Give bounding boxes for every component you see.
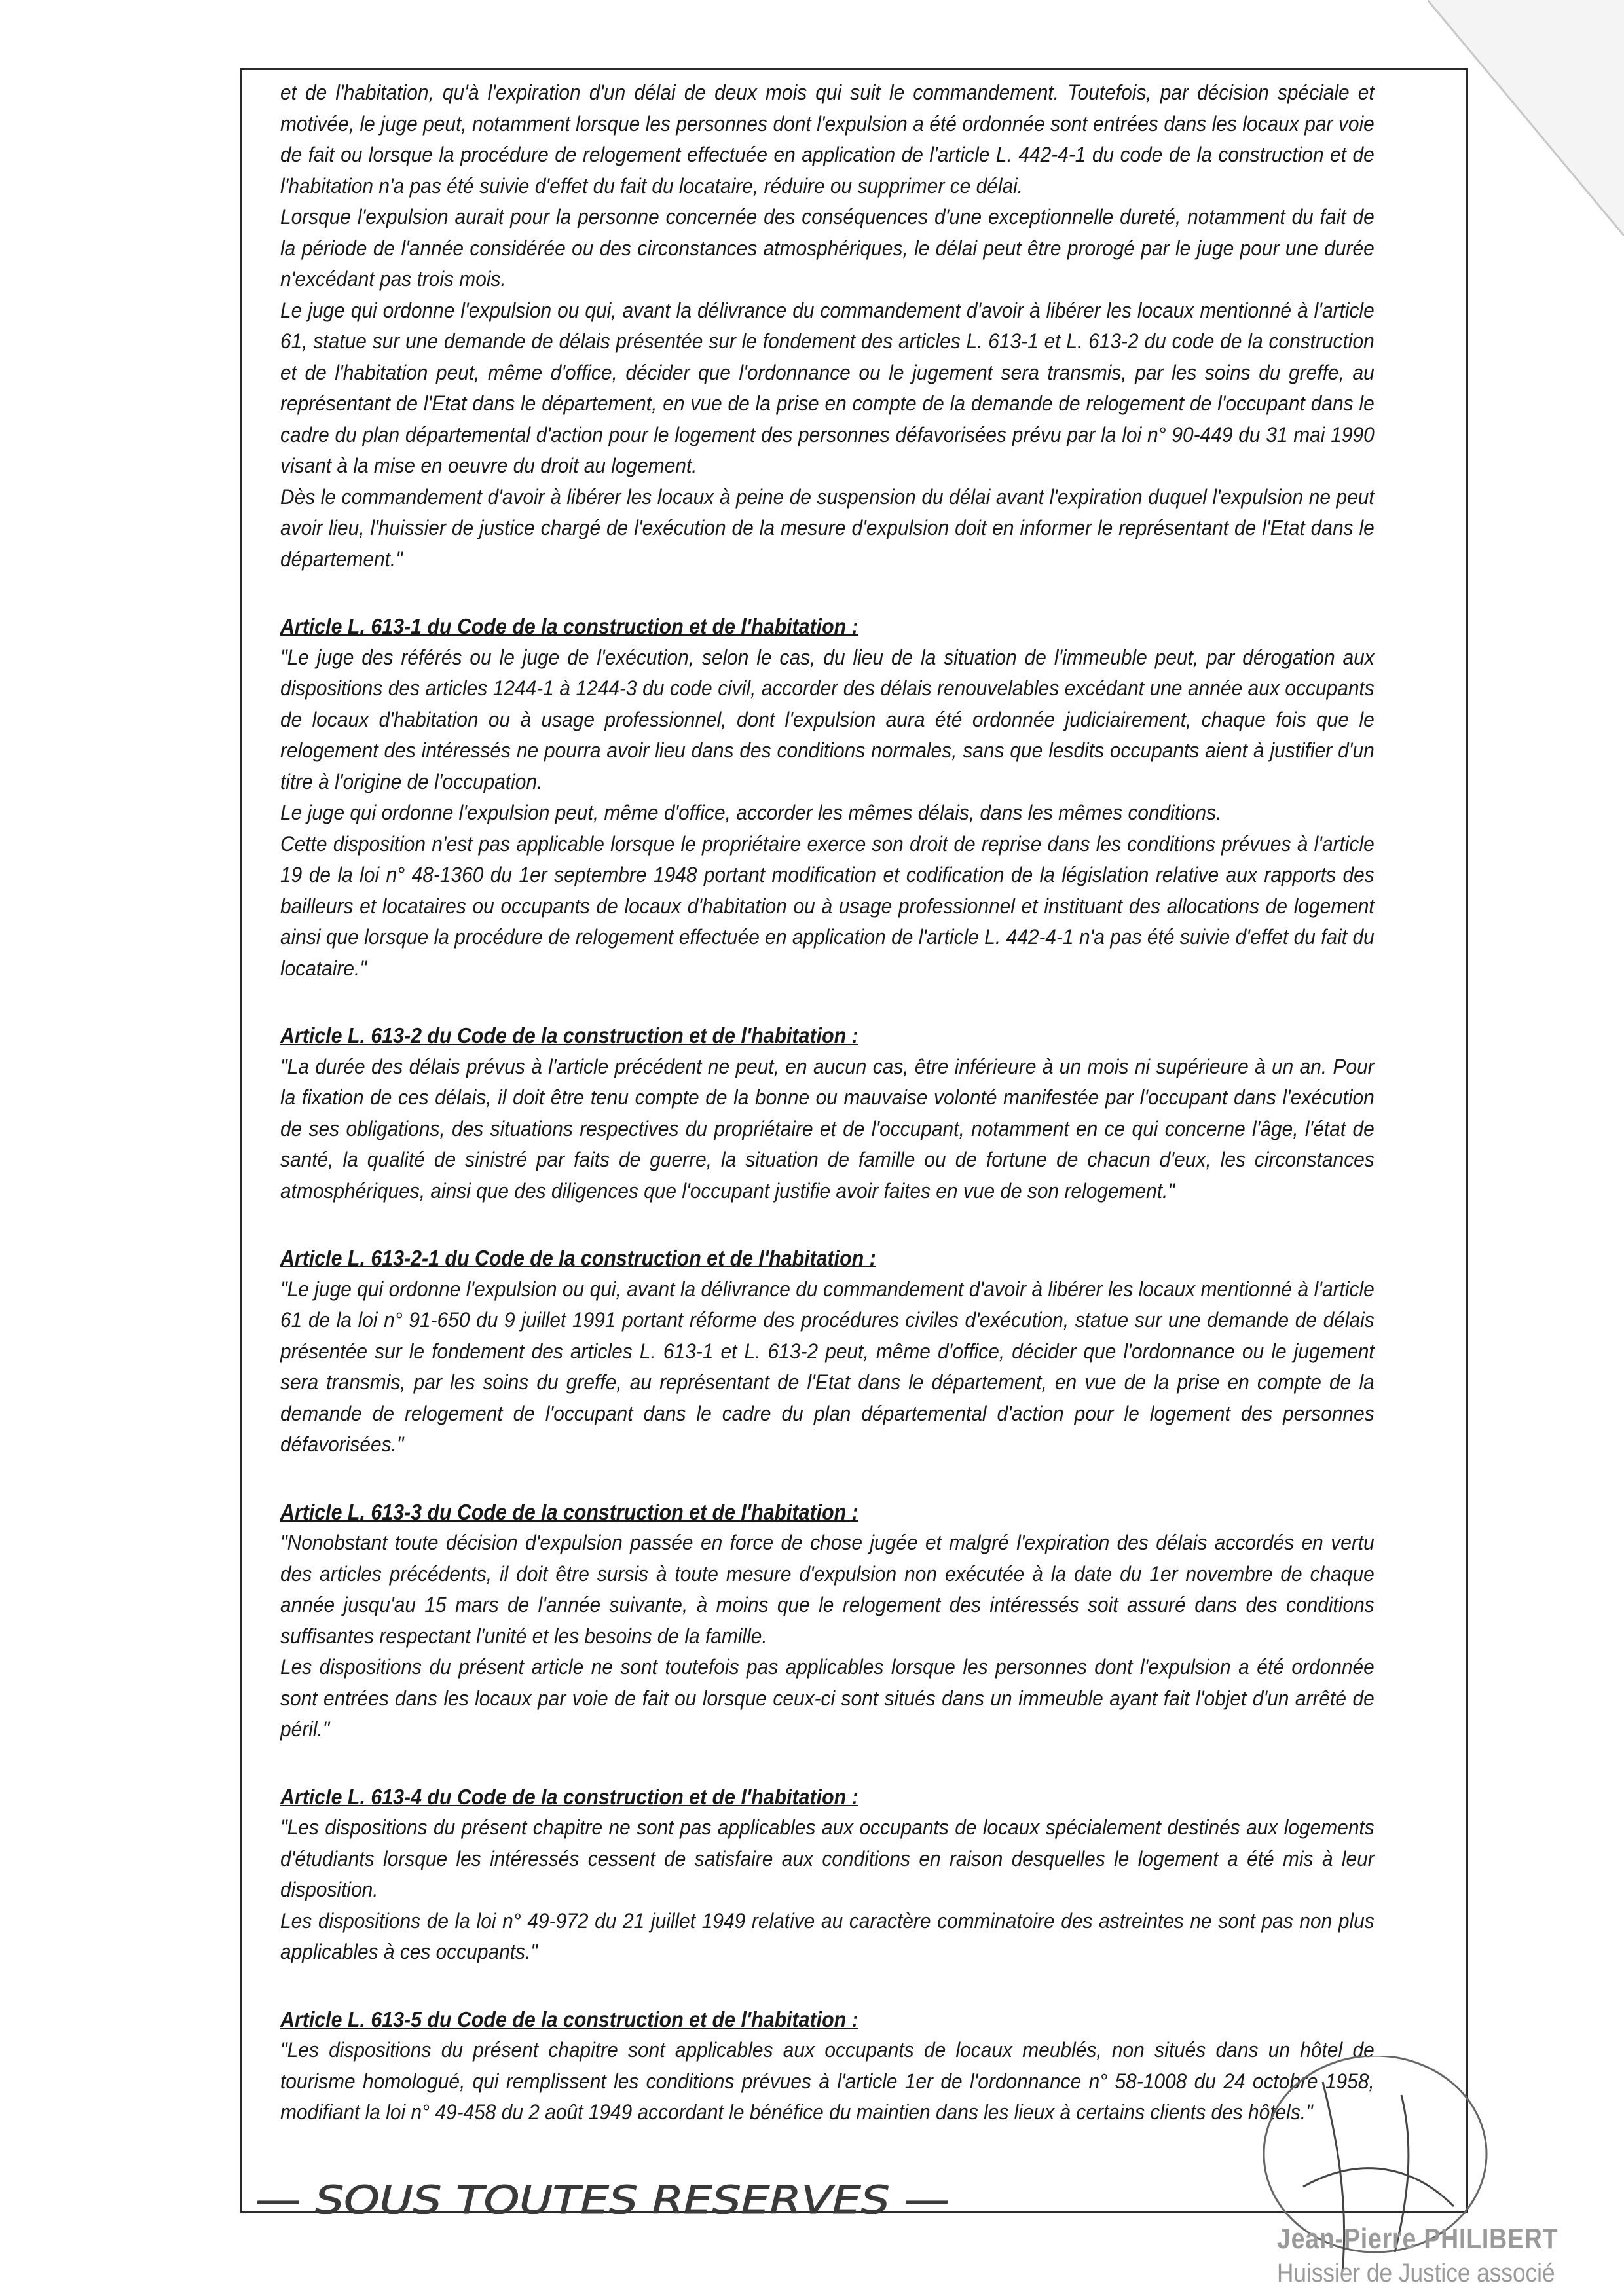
paragraph: Cette disposition n'est pas applicable lorsque le propriétaire exerce son droit de reprise dans les conditions prévues à l'article 19 de la loi n° 48-1360 du 1er septembre 1948 portant modification et codification de la législation relative aux rapports des bailleurs et locataires ou occupants de locaux d'habitation ou à usage professionnel et instituant des allocations de logement ainsi que lorsque la procédure de relogement effectuée en application de l'article L. 442-4-1 n'a pas été suivie d'effet du fait du locataire." [280,831,1375,980]
paragraph: "Nonobstant toute décision d'expulsion passée en force de chose jugée et malgré l'expiration des délais accordés en vertu des articles précédents, il doit être sursis à toute mesure d'expulsion non exécutée à la date du 1er novembre de chaque année jusqu'au 15 mars de l'année suivante, à moins que le relogement des intéressés soit assuré dans des conditions suffisantes respectant l'unité et les besoins de la famille. [280,1531,1375,1648]
article-heading: Article L. 613-2 du Code de la construction et de l'habitation : [280,1023,858,1048]
article-l613-2-1 [280,1243,1375,1461]
paragraph: Lorsque l'expulsion aurait pour la personne concernée des conséquences d'une exceptionnelle dureté, notamment du fait de la période de l'année considérée ou des circonstances atmosphériques, le délai peut être prorogé par le juge pour une durée n'excédant pas trois mois. [280,205,1375,291]
svg-text:— SOUS TOUTES RESERVES —: — SOUS TOUTES RESERVES — [255,2178,950,2222]
article-l613-5 [280,2004,1375,2128]
handwritten-note [249,2174,969,2226]
paragraph: Le juge qui ordonne l'expulsion peut, même d'office, accorder les mêmes délais, dans les mêmes conditions. [280,801,1222,824]
article-heading: Article L. 613-1 du Code de la construction et de l'habitation : [280,614,858,638]
article-heading: Article L. 613-3 du Code de la construction et de l'habitation : [280,1499,858,1524]
paragraph: et de l'habitation, qu'à l'expiration d'un délai de deux mois qui suit le commandement. Toutefois, par décision spéciale et motivée, le juge peut, notamment lorsque les personnes dont l'expulsion a été ordonnée sont entrées dans les locaux par voie de fait ou lorsque la procédure de relogement effectuée en application de l'article L. 442-4-1 du code de la construction et de l'habitation n'a pas été suivie d'effet du fait du locataire, réduire ou supprimer ce délai. [280,81,1375,198]
paragraph: "Les dispositions du présent chapitre ne sont pas applicables aux occupants de locaux spécialement destinés aux logements d'étudiants lorsque les intéressés cessent de satisfaire aux conditions en raison desquelles le logement a été mis à leur disposition. [280,1815,1375,1901]
paragraph: "La durée des délais prévus à l'article précédent ne peut, en aucun cas, être inférieure à un mois ni supérieure à un an. Pour la fixation de ces délais, il doit être tenu compte de la bonne ou mauvaise volonté manifestée par l'occupant dans l'exécution de ses obligations, des situations respectives du propriétaire et de l'occupant, notamment en ce qui concerne l'âge, l'état de santé, la qualité de sinistré par faits de guerre, la situation de famille ou de fortune de chacun d'eux, les circonstances atmosphériques, ainsi que des diligences que l'occupant justifie avoir faites en vue de son relogement." [280,1054,1375,1203]
document-body [280,77,1375,2128]
article-heading: Article L. 613-2-1 du Code de la construction et de l'habitation : [280,1246,876,1270]
article-heading: Article L. 613-4 du Code de la construction et de l'habitation : [280,1784,858,1809]
article-heading: Article L. 613-5 du Code de la construction et de l'habitation : [280,2007,858,2032]
stamp-name: Jean-Pierre PHILIBERT [1277,2223,1559,2255]
paragraph: Dès le commandement d'avoir à libérer les locaux à peine de suspension du délai avant l'expiration duquel l'expulsion ne peut avoir lieu, l'huissier de justice chargé de l'exécution de la mesure d'expulsion doit en informer le représentant de l'Etat dans le département." [280,484,1375,571]
paragraph: "Les dispositions du présent chapitre sont applicables aux occupants de locaux meublés, non situés dans un hôtel de tourisme homologué, qui remplissent les conditions prévues à l'article 1er de l'ordonnance n° 58-1008 du 24 octobre 1958, modifiant la loi n° 49-458 du 2 août 1949 accordant le bénéfice du maintien dans les lieux à certains clients des hôtels." [280,2038,1375,2124]
article-l613-3 [280,1497,1375,1745]
article-l613-1 [280,611,1375,984]
paragraph: Les dispositions de la loi n° 49-972 du 21 juillet 1949 relative au caractère comminatoire des astreintes ne sont pas non plus applicables à ces occupants." [280,1908,1375,1963]
article-l613-4 [280,1781,1375,1968]
intro-section [280,77,1375,575]
folded-corner [1428,0,1624,236]
paragraph: Les dispositions du présent article ne sont toutefois pas applicables lorsque les personnes dont l'expulsion a été ordonnée sont entrées dans les locaux par voie de fait ou lorsque ceux-ci sont situés dans un immeuble ayant fait l'objet d'un arrêté de péril." [280,1655,1375,1741]
paragraph: Le juge qui ordonne l'expulsion ou qui, avant la délivrance du commandement d'avoir à libérer les locaux mentionné à l'article 61, statue sur une demande de délais présentée sur le fondement des articles L. 613-1 et L. 613-2 du code de la construction et de l'habitation peut, même d'office, décider que l'ordonnance ou le jugement sera transmis, par les soins du greffe, au représentant de l'Etat dans le département, en vue de la prise en compte de la demande de relogement de l'occupant dans le cadre du plan départemental d'action pour le logement des personnes défavorisées prévu par la loi n° 90-449 du 31 mai 1990 visant à la mise en oeuvre du droit au logement. [280,298,1375,477]
article-l613-2 [280,1020,1375,1207]
stamp-title: Huissier de Justice associé [1277,2259,1555,2287]
paragraph: "Le juge des référés ou le juge de l'exécution, selon le cas, du lieu de la situation de l'immeuble peut, par dérogation aux dispositions des articles 1244-1 à 1244-3 du code civil, accorder des délais renouvelables excédant une année aux occupants de locaux d'habitation ou à usage professionnel, dont l'expulsion aura été ordonnée judiciairement, chaque fois que le relogement des intéressés ne pourra avoir lieu dans des conditions normales, sans que lesdits occupants aient à justifier d'un titre à l'origine de l'occupation. [280,645,1375,793]
paragraph: "Le juge qui ordonne l'expulsion ou qui, avant la délivrance du commandement d'avoir à libérer les locaux mentionné à l'article 61 de la loi n° 91-650 du 9 juillet 1991 portant réforme des procédures civiles d'exécution, statue sur une demande de délais présentée sur le fondement des articles L. 613-1 et L. 613-2 peut, même d'office, décider que l'ordonnance ou le jugement sera transmis, par les soins du greffe, au représentant de l'Etat dans le département, en vue de la prise en compte de la demande de relogement de l'occupant dans le cadre du plan départemental d'action pour le logement des personnes défavorisées." [280,1277,1375,1456]
